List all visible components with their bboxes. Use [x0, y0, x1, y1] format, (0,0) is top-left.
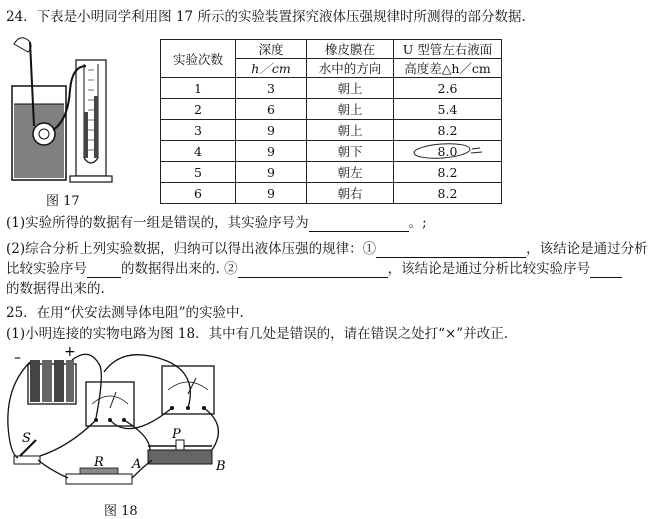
figure-17-caption: 图 17	[46, 194, 80, 209]
cell-height-diff: 2.6	[394, 78, 502, 99]
q24-part2-line1	[6, 240, 648, 258]
cell-depth: 9	[236, 183, 307, 204]
cell-trial: 6	[161, 183, 236, 204]
figure-18-circuit	[0, 346, 240, 498]
cell-height-diff-marked	[394, 141, 502, 162]
answer-blank-trials-2[interactable]	[590, 263, 622, 278]
q25-title: 25．在用“伏安法测导体电阻”的实验中.	[6, 305, 244, 321]
cell-depth: 9	[236, 141, 307, 162]
cell-trial: 5	[161, 162, 236, 183]
resistor-icon	[66, 468, 132, 484]
cell-direction: 朝上	[307, 78, 394, 99]
q24-title: 24．下表是小明同学利用图 17 所示的实验装置探究液体压强规律时所测得的部分数据.	[6, 9, 526, 25]
cell-depth: 9	[236, 162, 307, 183]
cell-direction: 朝左	[307, 162, 394, 183]
cell-trial: 3	[161, 120, 236, 141]
cell-trial: 4	[161, 141, 236, 162]
figure-17-apparatus	[8, 30, 128, 190]
ammeter-icon	[86, 382, 134, 426]
answer-blank-trials-1[interactable]	[87, 263, 121, 278]
label-P: P	[172, 427, 181, 442]
header-height-diff: U 型管左右液面	[394, 40, 502, 59]
table-row	[161, 183, 502, 204]
header-direction-sub: 水中的方向	[307, 59, 394, 78]
cell-direction: 朝右	[307, 183, 394, 204]
cell-height-diff: 8.0	[437, 143, 458, 159]
label-B: B	[216, 459, 226, 474]
cell-direction: 朝上	[307, 120, 394, 141]
label-A: A	[132, 457, 142, 472]
q24-part1-text: (1)实验所得的数据有一组是错误的，其实验序号为	[6, 215, 309, 231]
table-row	[161, 78, 502, 99]
table-row	[161, 99, 502, 120]
cell-height-diff: 8.2	[394, 120, 502, 141]
table-row	[161, 120, 502, 141]
q24-part2-text-c: 比较实验序号	[6, 261, 87, 277]
q24-part2-text-b: ，该结论是通过分析	[526, 241, 648, 257]
experiment-data-table	[160, 39, 502, 204]
cell-depth: 9	[236, 120, 307, 141]
label-R: R	[94, 455, 104, 470]
q24-part2-line3: 的数据得出来的.	[6, 281, 105, 297]
header-direction: 橡皮膜在	[307, 40, 394, 59]
q24-part1-end: 。;	[408, 215, 427, 231]
q24-part2-text-e: ，该结论是通过分析比较实验序号	[387, 261, 591, 277]
cell-height-diff: 5.4	[394, 99, 502, 120]
q24-part2-text-d: 的数据得出来的. ②	[121, 261, 238, 277]
cell-direction: 朝上	[307, 99, 394, 120]
q24-part1	[6, 214, 427, 232]
cell-depth: 3	[236, 78, 307, 99]
header-depth-unit: h／cm	[236, 59, 307, 78]
cell-depth: 6	[236, 99, 307, 120]
answer-blank-rule-2[interactable]	[238, 263, 388, 278]
cell-direction: 朝下	[307, 141, 394, 162]
q24-part2-text-a: (2)综合分析上列实验数据，归纳可以得出液体压强的规律：①	[6, 241, 377, 257]
figure-18-caption: 图 18	[104, 504, 138, 519]
q25-part1: (1)小明连接的实物电路为图 18．其中有几处是错误的，请在错误之处打“×”并改正.	[6, 326, 508, 342]
cell-height-diff: 8.2	[394, 162, 502, 183]
q24-part2-line2	[6, 260, 622, 278]
cell-trial: 2	[161, 99, 236, 120]
cell-trial: 1	[161, 78, 236, 99]
table-row	[161, 141, 502, 162]
rheostat-icon	[148, 440, 212, 464]
header-depth: 深度	[236, 40, 307, 59]
header-trial: 实验次数	[161, 40, 236, 78]
answer-blank-rule-1[interactable]	[376, 243, 526, 258]
battery-pack-icon	[28, 360, 76, 404]
table-row	[161, 162, 502, 183]
header-height-diff-unit: 高度差△h／cm	[394, 59, 502, 78]
cell-height-diff: 8.2	[394, 183, 502, 204]
answer-blank-trial[interactable]	[309, 217, 409, 232]
label-minus: –	[14, 350, 21, 366]
label-plus: +	[64, 346, 76, 360]
label-S: S	[22, 431, 31, 446]
handwritten-circle-mark	[410, 142, 490, 160]
